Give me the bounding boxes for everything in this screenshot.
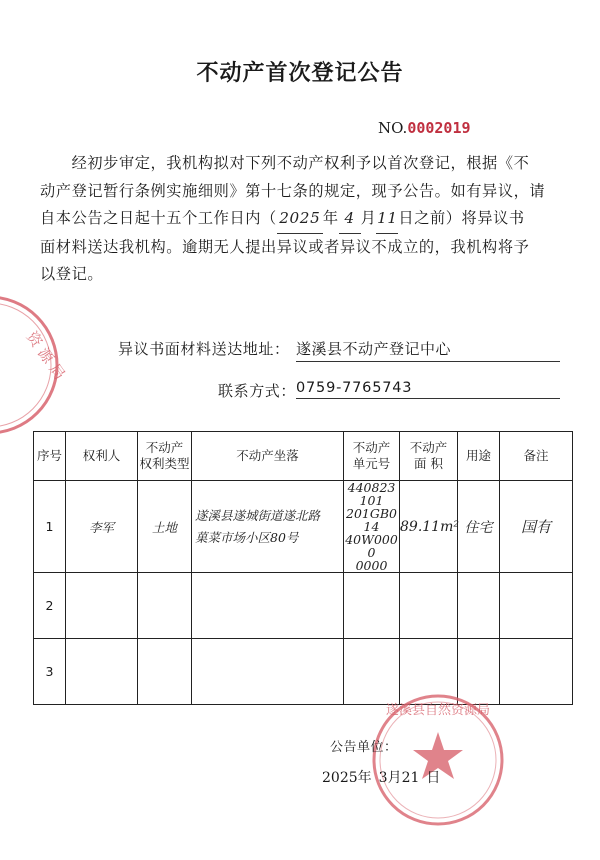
paragraph-line-4: 面材料送达我机构。逾期无人提出异议或者异议不成立的，我机构将予 [40,237,530,256]
header-unit-no: 不动产 单元号 [344,432,400,481]
header-right-type: 不动产 权利类型 [138,432,192,481]
header-seq: 序号 [34,432,66,481]
contact-label: 联系方式： [218,382,297,400]
official-seal-right [368,690,508,830]
paragraph-line-3: 自本公告之日起十五个工作日内（ 2025 年 4 月11日之前）将异议书 [40,205,560,234]
document-number-prefix: NO. [378,119,408,137]
official-seal-left [0,290,69,440]
row-location: 遂溪县遂城街道遂北路 菓菜市场小区80号 [192,481,344,573]
row-unit-no: 440823101 201GB014 40W0000 0000 [345,480,398,573]
address-value: 遂溪县不动产登记中心 [296,338,560,362]
row-remark: 国有 [500,481,573,573]
row-usage: 住宅 [458,481,500,573]
page-title: 不动产首次登记公告 [196,61,404,86]
publisher-label: 公告单位： [330,740,398,755]
table-row [34,481,573,573]
address-label: 异议书面材料送达地址： [118,340,290,358]
paragraph-line-1: 经初步审定，我机构拟对下列不动产权利予以首次登记，根据《不 [71,154,530,172]
seal-right-text: 遂溪县自然资源局 [385,703,491,718]
header-usage: 用途 [458,432,500,481]
row-seq: 3 [34,639,66,705]
row-seq: 1 [34,481,66,573]
row-seq: 2 [34,573,66,639]
announcement-paragraph [40,150,560,289]
document-number [378,119,471,137]
seal-left-text: 资 源 局 [22,327,69,383]
header-remark: 备注 [500,432,573,481]
deadline-day: 11 [376,205,398,234]
row-holder: 李军 [66,481,138,573]
table-row [34,573,573,639]
row-right-type: 土地 [138,481,192,573]
contact-value: 0759-7765743 [296,380,560,399]
deadline-month: 4 [339,205,361,234]
paragraph-line-5: 以登记。 [40,265,104,283]
row-area: 89.11m² [400,481,458,573]
deadline-year: 2025 [277,205,323,234]
document-number-value: 0002019 [407,119,471,137]
publish-date: 2025年 3月21 日 [322,770,441,786]
paragraph-line-2: 动产登记暂行条例实施细则》第十七条的规定，现予公告。如有异议，请 [40,181,546,200]
header-location: 不动产坐落 [192,432,344,481]
table-header-row [34,432,573,481]
header-holder: 权利人 [66,432,138,481]
header-area: 不动产 面 积 [400,432,458,481]
property-table [33,431,573,705]
